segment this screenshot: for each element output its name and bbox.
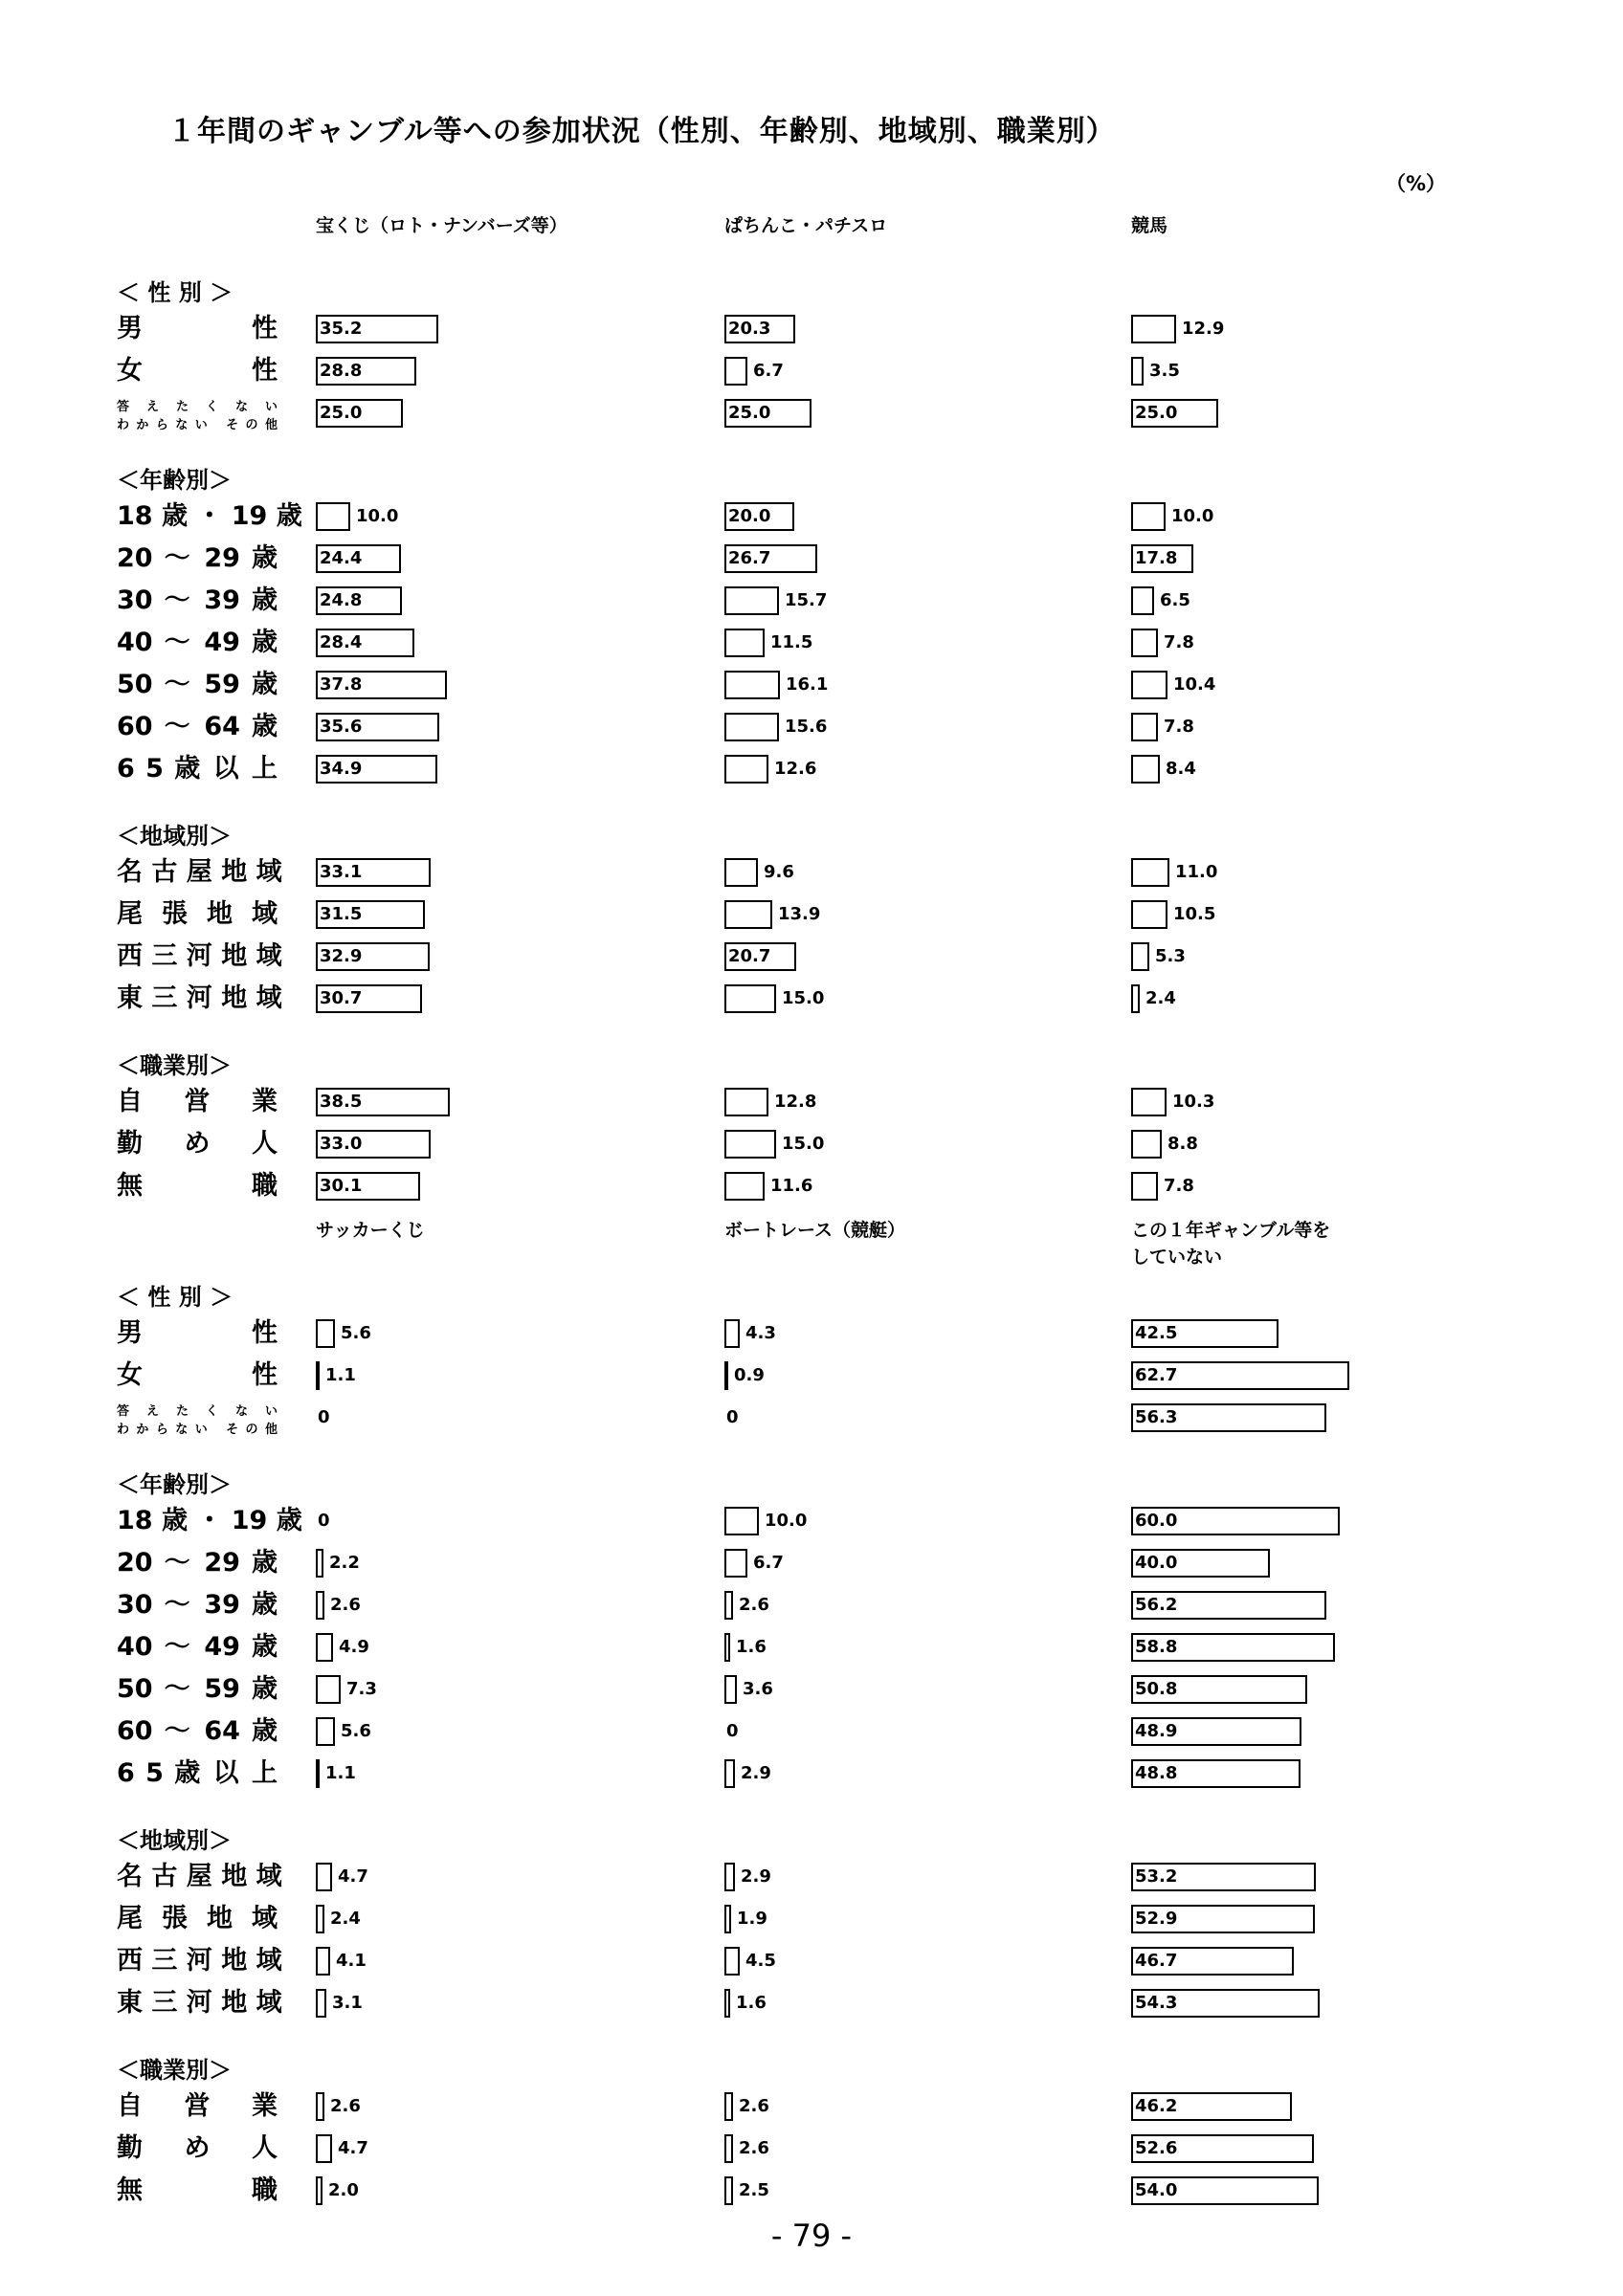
data-label: 6.7: [753, 361, 784, 381]
bar: [1131, 858, 1169, 887]
row-label: 60 ～ 64 歳: [117, 1716, 278, 1746]
column-header-line: サッカーくじ: [316, 1220, 425, 1241]
data-label: 10.0: [765, 1511, 808, 1531]
bar: [724, 755, 768, 784]
data-label: 54.0: [1135, 2180, 1178, 2200]
row-label: 女 性: [117, 356, 278, 386]
data-label: 0: [318, 1407, 330, 1427]
data-label: 11.0: [1175, 862, 1218, 882]
bar: [1131, 357, 1144, 386]
data-label: 5.6: [341, 1323, 371, 1343]
row-label: 無 職: [117, 1171, 278, 1201]
bar: [1131, 315, 1176, 343]
data-label: 60.0: [1135, 1511, 1178, 1531]
row-label: 30 ～ 39 歳: [117, 1590, 278, 1620]
column-header: [724, 212, 887, 239]
bar: [316, 1863, 332, 1891]
data-label: 24.4: [320, 548, 363, 568]
bar: [1131, 586, 1154, 615]
data-label: 20.7: [728, 946, 771, 966]
data-label: 52.6: [1135, 2138, 1178, 2158]
data-label: 17.8: [1135, 548, 1178, 568]
data-label: 1.1: [325, 1763, 356, 1783]
data-label: 54.3: [1135, 1993, 1178, 2013]
data-label: 2.9: [741, 1763, 771, 1783]
data-label: 2.4: [330, 1909, 361, 1929]
bar: [724, 713, 779, 741]
data-label: 6.7: [753, 1553, 784, 1573]
bar: [724, 900, 772, 929]
row-label: 50 ～ 59 歳: [117, 670, 278, 699]
column-header-line: 宝くじ（ロト・ナンバーズ等）: [316, 215, 567, 236]
row-label: 男 性: [117, 1318, 278, 1348]
data-label: 3.6: [743, 1679, 773, 1699]
data-label: 31.5: [320, 904, 363, 924]
bar: [724, 1947, 740, 1976]
row-label: 西 三 河 地 域: [117, 1946, 282, 1976]
bar: [316, 1905, 324, 1933]
bar: [724, 1759, 735, 1788]
data-label: 30.7: [320, 988, 363, 1008]
row-label: 18 歳 ・ 19 歳: [117, 501, 302, 531]
data-label: 25.0: [1135, 403, 1178, 423]
bar: [316, 1549, 323, 1578]
row-label: [117, 398, 278, 434]
column-header: [316, 1217, 425, 1244]
data-label: 26.7: [728, 548, 771, 568]
data-label: 9.6: [764, 862, 794, 882]
row-label: 自 営 業: [117, 1087, 278, 1116]
bar: [316, 1591, 324, 1620]
group-header: ＜職業別＞: [117, 1052, 232, 1079]
bar: [724, 1905, 731, 1933]
column-header-line: 競馬: [1131, 215, 1168, 236]
row-label-line: わからない その他: [117, 1423, 278, 1437]
bar: [316, 1633, 333, 1662]
data-label: 28.4: [320, 632, 363, 652]
bar: [724, 1319, 740, 1348]
bar: [316, 1361, 320, 1390]
bar: [724, 1507, 759, 1535]
data-label: 1.1: [325, 1365, 356, 1385]
data-label: 10.5: [1173, 904, 1216, 924]
data-label: 25.0: [728, 403, 771, 423]
data-label: 4.9: [339, 1637, 369, 1657]
group-header: ＜職業別＞: [117, 2057, 232, 2084]
bar: [1131, 502, 1166, 531]
data-label: 56.2: [1135, 1595, 1178, 1615]
data-label: 4.1: [336, 1951, 367, 1971]
data-label: 15.7: [785, 590, 828, 610]
data-label: 5.3: [1155, 946, 1186, 966]
data-label: 15.0: [782, 1134, 825, 1154]
data-label: 15.0: [782, 988, 825, 1008]
data-label: 15.6: [785, 717, 828, 737]
bar: [724, 858, 758, 887]
column-header: [316, 212, 567, 239]
data-label: 12.6: [774, 759, 817, 779]
group-header: ＜ 性 別 ＞: [117, 279, 233, 306]
data-label: 2.0: [328, 2180, 359, 2200]
row-label: 名 古 屋 地 域: [117, 1862, 282, 1891]
data-label: 4.7: [338, 2138, 368, 2158]
data-label: 1.6: [736, 1993, 767, 2013]
data-label: 48.8: [1135, 1763, 1178, 1783]
data-label: 8.8: [1167, 1134, 1198, 1154]
column-header-line: ボートレース（競艇）: [724, 1220, 906, 1241]
row-label: 名 古 屋 地 域: [117, 857, 282, 887]
bar: [724, 2134, 733, 2163]
data-label: 10.0: [1171, 506, 1214, 526]
data-label: 2.6: [330, 1595, 361, 1615]
data-label: 20.0: [728, 506, 771, 526]
data-label: 35.2: [320, 319, 363, 339]
data-label: 10.3: [1172, 1092, 1215, 1112]
data-label: 20.3: [728, 319, 771, 339]
data-label: 35.6: [320, 717, 363, 737]
data-label: 2.9: [741, 1866, 771, 1887]
bar: [724, 629, 765, 657]
row-label: 20 ～ 29 歳: [117, 543, 278, 573]
data-label: 5.6: [341, 1721, 371, 1741]
data-label: 2.6: [739, 2138, 769, 2158]
bar: [316, 2176, 322, 2205]
bar: [724, 1675, 737, 1704]
row-label: 勤 め 人: [117, 1129, 278, 1159]
row-label: 男 性: [117, 314, 278, 343]
bar: [316, 2092, 324, 2121]
data-label: 2.4: [1145, 988, 1176, 1008]
bar: [1131, 942, 1149, 971]
bar: [724, 2176, 733, 2205]
data-label: 7.8: [1164, 632, 1194, 652]
data-label: 50.8: [1135, 1679, 1178, 1699]
row-label: 40 ～ 49 歳: [117, 628, 278, 657]
row-label: 東 三 河 地 域: [117, 983, 282, 1013]
row-label: 60 ～ 64 歳: [117, 712, 278, 741]
row-label-line: 答えたくない: [117, 400, 278, 414]
data-label: 12.8: [774, 1092, 817, 1112]
data-label: 1.6: [736, 1637, 767, 1657]
chart-panel-2: [0, 1004, 1623, 2205]
row-label: 勤 め 人: [117, 2133, 278, 2163]
bar: [724, 1361, 728, 1390]
data-label: 7.3: [346, 1679, 377, 1699]
row-label-line: わからない その他: [117, 418, 278, 432]
data-label: 4.3: [745, 1323, 776, 1343]
data-label: 8.4: [1166, 759, 1196, 779]
data-label: 12.9: [1182, 319, 1225, 339]
row-label: 50 ～ 59 歳: [117, 1674, 278, 1704]
data-label: 52.9: [1135, 1909, 1178, 1929]
bar: [316, 1947, 330, 1976]
data-label: 10.0: [356, 506, 399, 526]
row-label: 西 三 河 地 域: [117, 941, 282, 971]
column-header: [1131, 212, 1167, 239]
bar: [1131, 671, 1167, 699]
row-label: 6 5 歳 以 上: [117, 1758, 278, 1788]
data-label: 58.8: [1135, 1637, 1178, 1657]
bar: [724, 2092, 733, 2121]
data-label: 4.5: [745, 1951, 776, 1971]
data-label: 32.9: [320, 946, 363, 966]
row-label-line: 答えたくない: [117, 1404, 278, 1419]
column-header-line: ぱちんこ・パチスロ: [724, 215, 888, 236]
data-label: 46.7: [1135, 1951, 1178, 1971]
row-label: 東 三 河 地 域: [117, 1988, 282, 2018]
bar: [316, 1759, 320, 1788]
row-label: [117, 1402, 278, 1439]
row-label: 18 歳 ・ 19 歳: [117, 1506, 302, 1535]
bar: [1131, 755, 1160, 784]
data-label: 25.0: [320, 403, 363, 423]
bar: [316, 2134, 332, 2163]
bar: [724, 1549, 747, 1578]
data-label: 3.1: [332, 1993, 363, 2013]
page-number: - 79 -: [770, 2218, 853, 2254]
group-header: ＜年齢別＞: [117, 467, 232, 494]
data-label: 24.8: [320, 590, 363, 610]
bar: [316, 1675, 341, 1704]
data-label: 48.9: [1135, 1721, 1178, 1741]
bar: [316, 1989, 326, 2018]
data-label: 38.5: [320, 1092, 363, 1112]
row-label: 6 5 歳 以 上: [117, 754, 278, 784]
data-label: 2.6: [739, 2096, 769, 2116]
bar: [724, 1633, 730, 1662]
bar: [724, 1591, 733, 1620]
data-label: 3.5: [1149, 361, 1180, 381]
group-header: ＜ 性 別 ＞: [117, 1284, 233, 1311]
data-label: 46.2: [1135, 2096, 1178, 2116]
bar: [1131, 713, 1158, 741]
column-header-line: していない: [1131, 1247, 1223, 1268]
data-label: 10.4: [1173, 674, 1216, 695]
data-label: 62.7: [1135, 1365, 1178, 1385]
data-label: 2.6: [330, 2096, 361, 2116]
data-label: 0: [318, 1511, 330, 1531]
row-label: 自 営 業: [117, 2091, 278, 2121]
data-label: 37.8: [320, 674, 363, 695]
data-label: 6.5: [1160, 590, 1190, 610]
data-label: 0: [726, 1721, 739, 1741]
row-label: 20 ～ 29 歳: [117, 1548, 278, 1578]
data-label: 42.5: [1135, 1323, 1178, 1343]
bar: [316, 1319, 335, 1348]
data-label: 4.7: [338, 1866, 368, 1887]
row-label: 無 職: [117, 2175, 278, 2205]
bar: [316, 502, 350, 531]
bar: [1131, 629, 1158, 657]
group-header: ＜年齢別＞: [117, 1471, 232, 1498]
bar: [1131, 900, 1167, 929]
bar: [724, 586, 779, 615]
row-label: 女 性: [117, 1360, 278, 1390]
column-header-line: この１年ギャンブル等を: [1131, 1220, 1331, 1241]
group-header: ＜地域別＞: [117, 1827, 232, 1854]
data-label: 16.1: [786, 674, 829, 695]
row-label: 40 ～ 49 歳: [117, 1632, 278, 1662]
bar: [724, 1863, 735, 1891]
data-label: 11.5: [770, 632, 813, 652]
data-label: 53.2: [1135, 1866, 1178, 1887]
bar: [724, 1989, 730, 2018]
row-label: 尾 張 地 域: [117, 899, 278, 929]
data-label: 0.9: [734, 1365, 765, 1385]
data-label: 2.6: [739, 1595, 769, 1615]
bar: [724, 357, 747, 386]
data-label: 56.3: [1135, 1407, 1178, 1427]
data-label: 30.1: [320, 1176, 363, 1196]
page-title: １年間のギャンブル等への参加状況（性別、年齢別、地域別、職業別）: [167, 115, 1116, 148]
column-header: [1131, 1217, 1330, 1270]
data-label: 0: [726, 1407, 739, 1427]
row-label: 30 ～ 39 歳: [117, 585, 278, 615]
group-header: ＜地域別＞: [117, 823, 232, 850]
data-label: 7.8: [1164, 1176, 1194, 1196]
column-header: [724, 1217, 905, 1244]
data-label: 11.6: [770, 1176, 813, 1196]
data-label: 33.0: [320, 1134, 363, 1154]
data-label: 13.9: [778, 904, 821, 924]
data-label: 40.0: [1135, 1553, 1178, 1573]
data-label: 2.2: [329, 1553, 360, 1573]
bar: [724, 671, 780, 699]
row-label: 尾 張 地 域: [117, 1904, 278, 1933]
data-label: 1.9: [737, 1909, 767, 1929]
unit-label: （%）: [1386, 172, 1447, 195]
data-label: 34.9: [320, 759, 363, 779]
bar: [316, 1717, 335, 1746]
data-label: 2.5: [739, 2180, 769, 2200]
data-label: 7.8: [1164, 717, 1194, 737]
data-label: 33.1: [320, 862, 363, 882]
data-label: 28.8: [320, 361, 363, 381]
